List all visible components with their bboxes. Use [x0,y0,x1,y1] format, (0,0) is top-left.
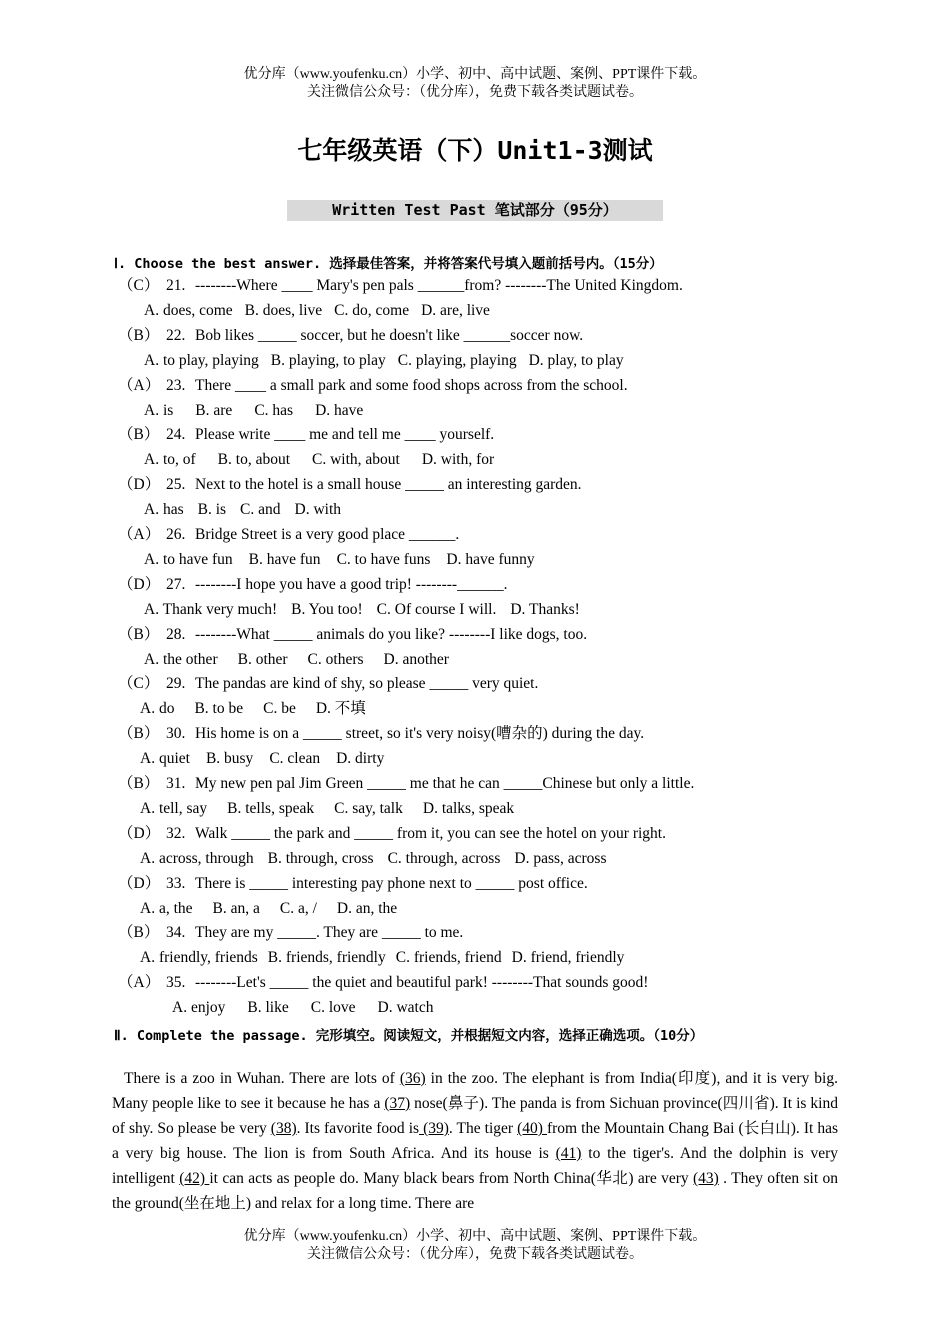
question-text: Bridge Street is a very good place ______. [195,526,460,543]
option-a: A. the other [144,650,218,668]
option-a: A. friendly, friends [140,949,258,967]
option-b: B. have fun [248,550,321,568]
option-d: D. have [315,401,364,419]
option-c: C. has [254,401,294,419]
question-text: They are my _____. They are _____ to me. [195,924,464,942]
option-d: D. with, for [421,451,495,469]
question-number: 25. [166,476,186,494]
option-a: A. tell, say [140,799,208,817]
question-28 [118,625,587,645]
options-24 [144,450,494,470]
options-30 [140,749,384,769]
section-banner: Written Test Past 笔试部分（95分） [287,200,663,221]
option-d: D. Thanks! [510,600,580,618]
question-35 [118,973,648,993]
question-32 [118,824,666,844]
question-24 [118,425,494,445]
option-c: C. be [263,700,296,718]
options-22 [144,351,624,371]
answer-mark: （A） [118,376,161,394]
answer-mark: （C） [118,277,160,294]
question-number: 21. [166,277,186,294]
passage-text: to the tiger's. And the dolphin is very intelligent [112,1145,838,1187]
question-number: 34. [166,924,186,942]
option-d: D. an, the [336,899,398,917]
question-21 [118,276,683,296]
option-c: C. with, about [312,451,400,469]
answer-mark: （B） [118,775,160,792]
blank-40: (40) [517,1120,547,1137]
question-number: 27. [166,575,186,593]
option-b: B. other [237,650,288,668]
question-number: 35. [166,974,186,992]
passage-text: There is a zoo in Wuhan. There are lots of [124,1070,400,1087]
header-line-2: 关注微信公众号：（优分库），免费下载各类试题试卷。 [307,85,643,100]
blank-36: (36) [399,1070,426,1087]
option-a: A. do [140,700,175,718]
options-31 [140,799,514,819]
options-32 [140,849,607,869]
question-30 [118,724,644,744]
options-33 [140,899,397,919]
question-34 [118,923,463,943]
page-title: 七年级英语（下）Unit1-3测试 [297,136,653,165]
options-35 [172,998,433,1018]
question-number: 33. [166,874,186,892]
options-21 [144,301,490,321]
option-b: B. an, a [212,899,260,917]
question-text: Please write ____ me and tell me ____ yourself. [195,426,495,444]
option-b: B. like [247,999,289,1017]
question-number: 26. [166,526,186,543]
option-d: D. with [294,501,342,519]
blank-41: (41) [555,1145,582,1162]
question-number: 23. [166,376,186,394]
passage-text: . The tiger [448,1120,518,1137]
answer-mark: （A） [118,974,161,992]
page-header-top [0,66,950,102]
answer-mark: （B） [118,326,160,344]
cloze-passage [112,1066,838,1216]
question-33 [118,874,588,894]
answer-mark: （B） [118,924,160,942]
blank-39: (39) [419,1120,449,1137]
option-d: D. have funny [446,550,535,568]
option-a: A. to play, playing [144,351,259,369]
option-d: D. play, to play [528,351,624,369]
question-text: Next to the hotel is a small house _____ an interesting garden. [195,476,582,494]
option-b: B. playing, to play [270,351,386,369]
question-27 [118,575,507,595]
option-c: C. to have funs [336,550,431,568]
option-c: C. through, across [387,849,501,867]
option-c: C. others [307,650,364,668]
option-b: B. does, live [244,301,323,319]
question-text: The pandas are kind of shy, so please _____ very quiet. [195,675,539,693]
question-23 [118,376,628,396]
option-a: A. across, through [140,849,254,867]
question-text: There ____ a small park and some food shops across from the school. [195,376,628,394]
page-footer [0,1228,950,1264]
answer-mark: （B） [118,426,160,444]
option-a: A. Thank very much! [144,600,278,618]
option-c: C. Of course I will. [376,600,497,618]
option-b: B. are [195,401,233,419]
option-d: D. dirty [336,750,385,768]
answer-mark: （D） [118,476,161,494]
option-b: B. to, about [217,451,291,469]
question-number: 29. [166,675,186,693]
options-25 [144,500,341,520]
option-d: D. 不填 [315,700,366,718]
question-text: My new pen pal Jim Green _____ me that he can _____Chinese but only a little. [195,775,695,792]
option-b: B. friends, friendly [267,949,386,967]
option-a: A. a, the [140,899,193,917]
option-d: D. watch [377,999,434,1017]
option-b: B. through, cross [267,849,374,867]
option-a: A. does, come [144,301,233,319]
blank-38: (38) [270,1120,297,1137]
header-line-1: 优分库（www.youfenku.cn）小学、初中、高中试题、案例、PPT课件下载。 [243,67,707,82]
section-2-heading: Ⅱ. Complete the passage. 完形填空。阅读短文，并根据短文内容，选择正确选项。（10分） [114,1028,704,1044]
options-27 [144,600,580,620]
question-number: 24. [166,426,186,444]
option-d: D. are, live [421,301,490,319]
answer-mark: （C） [118,675,160,693]
option-c: C. clean [269,750,321,768]
option-c: C. love [310,999,356,1017]
options-28 [144,650,449,670]
blank-43: (43) [693,1170,719,1187]
question-22 [118,326,583,346]
question-26 [118,525,459,545]
question-number: 30. [166,725,186,743]
option-c: C. a, / [279,899,317,917]
blank-37: (37) [384,1095,411,1112]
question-text: --------What _____ animals do you like? --------I like dogs, too. [195,625,588,643]
option-b: B. busy [205,750,254,768]
question-number: 22. [166,326,186,344]
question-text: There is _____ interesting pay phone next to _____ post office. [195,874,588,892]
passage-text: in the zoo. The elephant is from India(印度), and it is very big. Many people like to see it because he has a [112,1070,838,1112]
blank-42: (42) [179,1170,210,1187]
question-text: --------Where ____ Mary's pen pals ______from? --------The United Kingdom. [195,277,683,294]
question-number: 31. [166,775,186,792]
option-b: B. is [197,501,227,519]
option-c: C. friends, friend [395,949,502,967]
passage-text: nose(鼻子). The panda is from Sichuan province(四川省). It is kind of shy. So please be very [112,1095,838,1137]
options-34 [140,948,624,968]
option-a: A. enjoy [172,999,226,1017]
answer-mark: （B） [118,725,160,743]
option-d: D. pass, across [514,849,607,867]
option-b: B. You too! [291,600,363,618]
option-c: C. playing, playing [397,351,517,369]
passage-text: . They often sit on the ground(坐在地上) and relax for a long time. There are [112,1170,838,1212]
option-a: A. to, of [144,451,196,469]
answer-mark: （B） [118,625,160,643]
section-1-heading: Ⅰ. Choose the best answer. 选择最佳答案，并将答案代号填入题前括号内。（15分） [114,256,663,272]
option-b: B. to be [194,700,244,718]
option-c: C. do, come [334,301,410,319]
option-d: D. another [383,650,449,668]
option-b: B. tells, speak [227,799,315,817]
answer-mark: （D） [118,874,161,892]
question-text: His home is on a _____ street, so it's very noisy(嘈杂的) during the day. [195,725,645,743]
question-31 [118,774,694,794]
option-a: A. quiet [140,750,190,768]
option-d: D. talks, speak [422,799,515,817]
option-a: A. to have fun [144,550,233,568]
option-a: A. is [144,401,174,419]
footer-line-1: 优分库（www.youfenku.cn）小学、初中、高中试题、案例、PPT课件下载。 [243,1229,707,1244]
question-25 [118,475,582,495]
answer-mark: （D） [118,575,161,593]
answer-mark: （D） [118,824,161,842]
option-a: A. has [144,501,184,519]
footer-line-2: 关注微信公众号：（优分库），免费下载各类试题试卷。 [307,1247,643,1262]
option-d: D. friend, friendly [511,949,625,967]
question-number: 32. [166,824,186,842]
options-26 [144,550,535,570]
passage-text: . Its favorite food is [296,1120,420,1137]
question-text: Walk _____ the park and _____ from it, you can see the hotel on your right. [195,824,666,842]
question-text: --------Let's _____ the quiet and beautiful park! --------That sounds good! [195,974,649,992]
question-text: Bob likes _____ soccer, but he doesn't like ______soccer now. [195,326,584,344]
option-c: C. and [240,501,281,519]
passage-text: from the Mountain Chang Bai (长白山). It has a very big house. The lion is from South Africa. And its house is [112,1120,838,1162]
answer-mark: （A） [118,526,161,543]
question-text: --------I hope you have a good trip! --------______. [195,575,508,593]
passage-text: it can acts as people do. Many black bears from North China(华北) are very [209,1170,693,1187]
option-c: C. say, talk [334,799,403,817]
options-23 [144,401,363,421]
question-29 [118,674,538,694]
options-29 [140,699,366,719]
question-number: 28. [166,625,186,643]
